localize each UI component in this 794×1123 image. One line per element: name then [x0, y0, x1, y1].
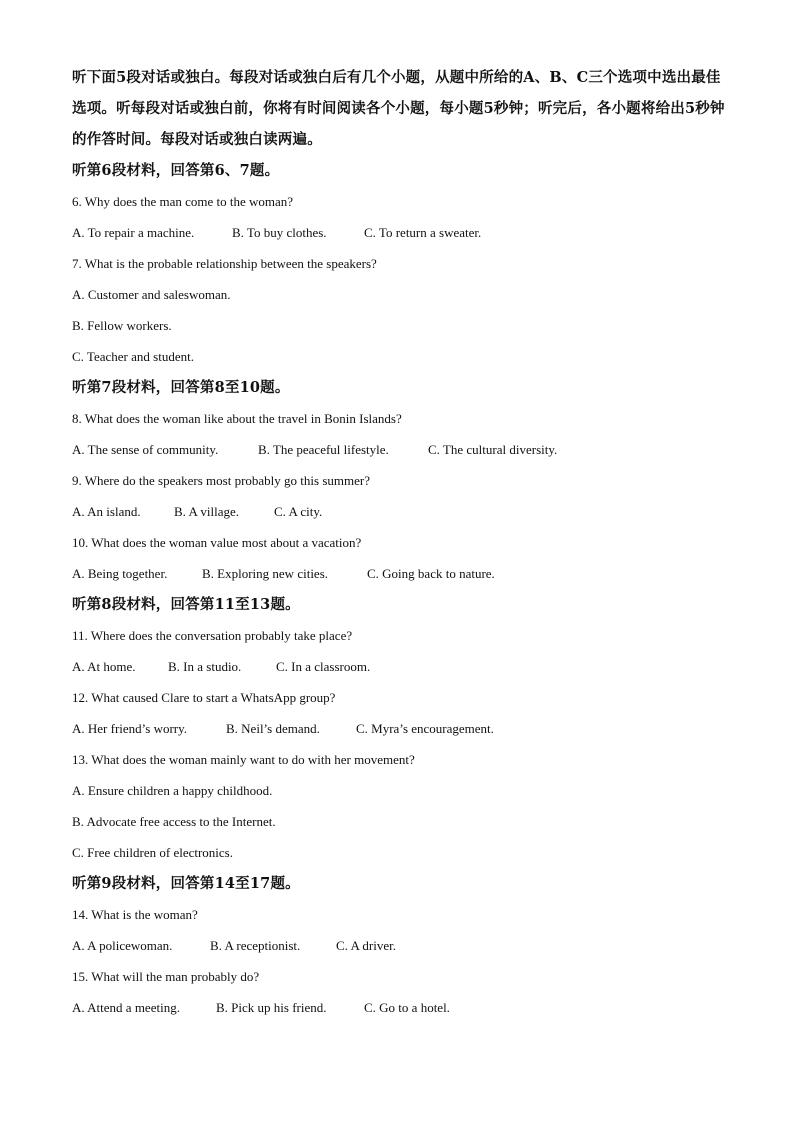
options-row	[72, 217, 732, 248]
section-heading: 听第6段材料，回答第6、7题。	[72, 162, 280, 179]
option-b: B. Fellow workers.	[72, 318, 172, 333]
option-c: C. A driver.	[336, 938, 396, 953]
option-b: B. Advocate free access to the Internet.	[72, 814, 276, 829]
option-a: A. Being together.	[72, 566, 168, 581]
option-a: A. Ensure children a happy childhood.	[72, 783, 273, 798]
option-a: A. Her friend’s worry.	[72, 721, 188, 736]
question-text: 9. Where do the speakers most probably go this summer?	[72, 473, 370, 488]
instructions: 听下面5段对话或独白。每段对话或独白后有几个小题，从题中所给的A、B、C三个选项中选出最佳选项。听每段对话或独白前，你将有时间阅读各个小题，每小题5秒钟；听完后，各小题将给出5秒钟的作答时间。每段对话或独白读两遍。	[72, 69, 725, 148]
option-b: B. A village.	[174, 504, 239, 519]
question-text: 15. What will the man probably do?	[72, 969, 260, 984]
option-c: C. Free children of electronics.	[72, 845, 233, 860]
option-a: A. Attend a meeting.	[72, 1000, 180, 1015]
question-text: 11. Where does the conversation probably take place?	[72, 628, 353, 643]
option-a: A. To repair a machine.	[72, 225, 195, 240]
option-b: B. The peaceful lifestyle.	[258, 442, 389, 457]
section-heading: 听第8段材料，回答第11至13题。	[72, 596, 300, 613]
question-text: 6. Why does the man come to the woman?	[72, 194, 294, 209]
question-text: 13. What does the woman mainly want to do with her movement?	[72, 752, 415, 767]
option-b: B. A receptionist.	[210, 938, 301, 953]
option-a: A. At home.	[72, 659, 136, 674]
options-row	[72, 930, 732, 961]
option-b: B. Pick up his friend.	[216, 1000, 327, 1015]
option-a: A. An island.	[72, 504, 141, 519]
option-a: A. The sense of community.	[72, 442, 219, 457]
option-b: B. In a studio.	[168, 659, 242, 674]
question-text: 14. What is the woman?	[72, 907, 198, 922]
option-c: C. To return a sweater.	[364, 225, 482, 240]
option-b: B. Neil’s demand.	[226, 721, 320, 736]
option-c: C. Myra’s encouragement.	[356, 721, 494, 736]
option-b: B. To buy clothes.	[232, 225, 327, 240]
question-text: 12. What caused Clare to start a WhatsApp group?	[72, 690, 336, 705]
option-c: C. Go to a hotel.	[364, 1000, 450, 1015]
exam-page	[72, 62, 732, 1023]
option-b: B. Exploring new cities.	[202, 566, 329, 581]
question-text: 10. What does the woman value most about a vacation?	[72, 535, 362, 550]
question-text: 7. What is the probable relationship between the speakers?	[72, 256, 377, 271]
option-c: C. Teacher and student.	[72, 349, 194, 364]
options-row	[72, 651, 732, 682]
option-a: A. Customer and saleswoman.	[72, 287, 231, 302]
options-row	[72, 992, 732, 1023]
option-a: A. A policewoman.	[72, 938, 173, 953]
question-text: 8. What does the woman like about the travel in Bonin Islands?	[72, 411, 402, 426]
option-c: C. A city.	[274, 504, 323, 519]
options-row	[72, 558, 732, 589]
section-heading: 听第9段材料，回答第14至17题。	[72, 875, 300, 892]
options-row	[72, 496, 732, 527]
section-heading: 听第7段材料，回答第8至10题。	[72, 379, 290, 396]
options-row	[72, 434, 732, 465]
option-c: C. The cultural diversity.	[428, 442, 558, 457]
options-row	[72, 713, 732, 744]
option-c: C. In a classroom.	[276, 659, 371, 674]
option-c: C. Going back to nature.	[367, 566, 495, 581]
